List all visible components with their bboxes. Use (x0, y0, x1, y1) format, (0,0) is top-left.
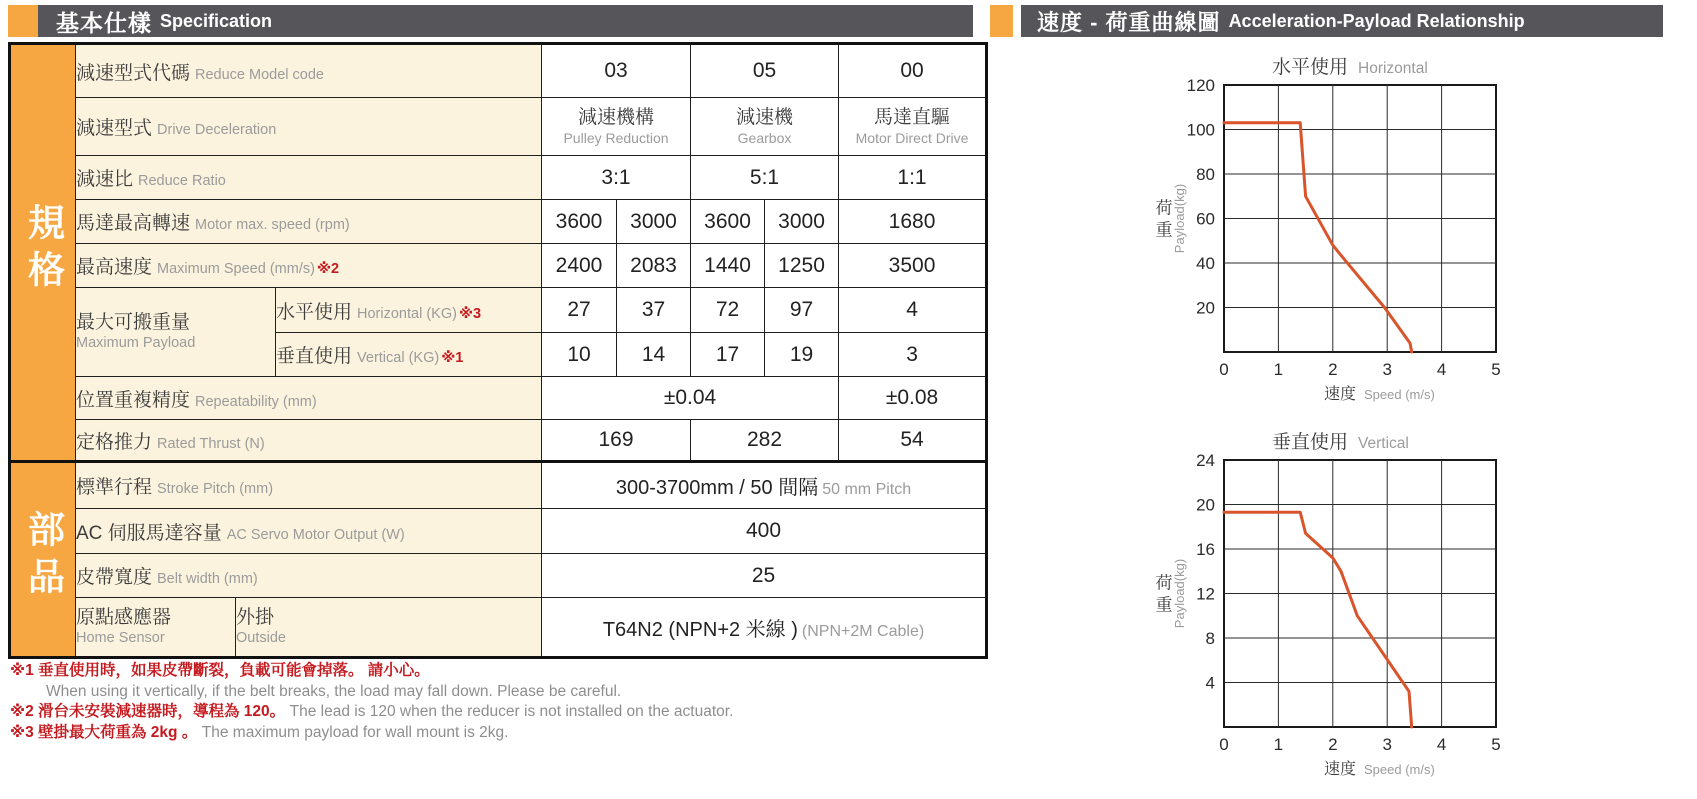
value-payload-h-3: 72 (691, 288, 765, 333)
value-stroke-pitch: 300-3700mm / 50 間隔 50 mm Pitch (542, 462, 987, 509)
svg-text:重: 重 (1155, 220, 1173, 240)
footnote-3: ※3 壁掛最大荷重為 2kg 。 The maximum payload for wall mount is 2kg. (10, 723, 509, 741)
row-rated-thrust (10, 420, 987, 462)
value-thrust-3: 54 (839, 420, 987, 462)
label-payload-horizontal: 水平使用 Horizontal (KG) ※3 (276, 288, 542, 333)
svg-text:3: 3 (1382, 735, 1392, 754)
svg-text:3: 3 (1382, 360, 1392, 379)
label-rated-thrust: 定格推力 Rated Thrust (N) (76, 420, 542, 462)
svg-text:24: 24 (1196, 451, 1215, 470)
label-max-speed: 最高速度 Maximum Speed (mm/s) ※2 (76, 244, 542, 288)
svg-text:Payload(kg): Payload(kg) (1172, 558, 1187, 629)
value-max-speed-1: 2400 (542, 244, 617, 288)
specification-table (8, 42, 988, 659)
value-payload-h-5: 4 (839, 288, 987, 333)
label-reduce-ratio: 減速比 Reduce Ratio (76, 156, 542, 200)
value-motor-speed-2: 3000 (617, 200, 691, 244)
charts-title-zh: 速度 - 荷重曲線圖 (1037, 9, 1221, 35)
label-repeatability: 位置重複精度 Repeatability (mm) (76, 377, 542, 420)
value-payload-v-3: 17 (691, 333, 765, 377)
value-motor-speed-4: 3000 (765, 200, 839, 244)
svg-text:水平使用: 水平使用 (1271, 57, 1348, 78)
section-label-spec-text: 規格 (22, 203, 64, 297)
svg-text:荷: 荷 (1155, 198, 1173, 218)
value-ratio-3: 1:1 (839, 156, 987, 200)
value-repeatability-2: ±0.08 (839, 377, 987, 420)
svg-text:4: 4 (1436, 360, 1447, 379)
svg-text:40: 40 (1196, 254, 1215, 273)
value-payload-h-1: 27 (542, 288, 617, 333)
svg-text:2: 2 (1328, 360, 1338, 379)
svg-text:1: 1 (1273, 360, 1284, 379)
value-payload-v-1: 10 (542, 333, 617, 377)
svg-text:8: 8 (1205, 629, 1215, 648)
label-sensor-mount: 外掛 Outside (236, 598, 542, 658)
label-belt-width: 皮帶寬度 Belt width (mm) (76, 554, 542, 598)
svg-text:60: 60 (1196, 209, 1215, 229)
row-belt-width (10, 554, 987, 598)
row-repeatability (10, 377, 987, 420)
svg-text:Horizontal: Horizontal (1358, 60, 1428, 77)
svg-text:垂直使用: 垂直使用 (1271, 432, 1348, 453)
svg-text:Payload(kg): Payload(kg) (1172, 183, 1187, 254)
footnote-2: ※2 滑台未安裝減速器時，導程為 120。 The lead is 120 when the reducer is not installed on the actuator. (10, 703, 734, 720)
charts-header-accent-chip (990, 5, 1013, 37)
section-label-parts (10, 462, 76, 658)
svg-text:重: 重 (1155, 595, 1173, 615)
svg-text:Speed (m/s): Speed (m/s) (1364, 387, 1435, 402)
svg-text:5: 5 (1491, 360, 1501, 379)
section-label-parts-text: 部品 (22, 510, 64, 604)
value-max-speed-2: 2083 (617, 244, 691, 288)
value-belt-width: 25 (542, 554, 987, 598)
value-thrust-2: 282 (691, 420, 839, 462)
spec-header-bar (38, 5, 973, 37)
svg-text:速度: 速度 (1323, 386, 1356, 403)
footnote-marker-2: ※2 (316, 261, 340, 277)
svg-text:12: 12 (1196, 584, 1215, 604)
value-motor-speed-5: 1680 (839, 200, 987, 244)
value-max-speed-4: 1250 (765, 244, 839, 288)
value-payload-v-2: 14 (617, 333, 691, 377)
value-payload-v-5: 3 (839, 333, 987, 377)
label-drive-type: 減速型式 Drive Deceleration (76, 98, 542, 156)
value-drive-type-3: 馬達直驅 Motor Direct Drive (839, 98, 987, 156)
svg-text:20: 20 (1196, 298, 1215, 318)
value-ratio-2: 5:1 (691, 156, 839, 200)
vertical-usage-chart-svg (1104, 424, 1524, 785)
row-payload-horizontal (10, 288, 987, 333)
svg-text:0: 0 (1219, 360, 1229, 379)
footnotes (10, 661, 985, 743)
value-max-speed-3: 1440 (691, 244, 765, 288)
svg-text:4: 4 (1436, 735, 1447, 754)
value-thrust-1: 169 (542, 420, 691, 462)
spec-title-en: Specification (160, 10, 273, 31)
value-drive-type-1: 減速機構 Pulley Reduction (542, 98, 691, 156)
label-servo-output: AC 伺服馬達容量 AC Servo Motor Output (W) (76, 509, 542, 554)
label-model-code: 減速型式代碼 Reduce Model code (76, 44, 542, 98)
svg-text:0: 0 (1219, 735, 1229, 754)
svg-text:20: 20 (1196, 495, 1215, 515)
charts-header-bar (1021, 5, 1663, 37)
value-motor-speed-3: 3600 (691, 200, 765, 244)
footnote-1-en: When using it vertically, if the belt breaks, the load may fall down. Please be careful. (46, 682, 622, 700)
svg-text:5: 5 (1491, 735, 1501, 754)
value-payload-h-4: 97 (765, 288, 839, 333)
footnote-1-red: ※1 垂直使用時，如果皮帶斷裂，負載可能會掉落。 請小心。 (10, 662, 430, 679)
row-servo-output (10, 509, 987, 554)
row-model-code (10, 44, 987, 98)
spec-header-accent-chip (8, 5, 38, 37)
value-max-speed-5: 3500 (839, 244, 987, 288)
row-stroke-pitch (10, 462, 987, 509)
svg-text:Vertical: Vertical (1358, 435, 1409, 452)
value-home-sensor: T64N2 (NPN+2 米線 ) (NPN+2M Cable) (542, 598, 987, 658)
footnote-marker-3: ※3 (458, 305, 482, 322)
svg-text:2: 2 (1328, 735, 1338, 754)
section-label-spec (10, 44, 76, 462)
row-max-speed (10, 244, 987, 288)
charts-title-en: Acceleration-Payload Relationship (1228, 10, 1525, 31)
svg-text:16: 16 (1196, 540, 1215, 559)
value-drive-type-2: 減速機 Gearbox (691, 98, 839, 156)
spec-title-zh: 基本仕樣 (56, 9, 152, 36)
label-stroke-pitch: 標準行程 Stroke Pitch (mm) (76, 462, 542, 509)
value-model-code-3: 00 (839, 44, 987, 98)
footnote-marker-1: ※1 (441, 350, 464, 366)
horizontal-usage-chart-svg (1104, 49, 1524, 410)
row-home-sensor (10, 598, 987, 658)
value-ratio-1: 3:1 (542, 156, 691, 200)
svg-text:1: 1 (1273, 735, 1284, 754)
value-model-code-1: 03 (542, 44, 691, 98)
value-motor-speed-1: 3600 (542, 200, 617, 244)
value-payload-v-4: 19 (765, 333, 839, 377)
row-reduce-ratio (10, 156, 987, 200)
svg-text:120: 120 (1186, 76, 1215, 95)
svg-text:80: 80 (1196, 165, 1215, 184)
value-repeatability-1: ±0.04 (542, 377, 839, 420)
label-payload-vertical: 垂直使用 Vertical (KG) ※1 (276, 333, 542, 377)
svg-text:荷: 荷 (1155, 573, 1173, 593)
label-max-payload: 最大可搬重量 Maximum Payload (76, 288, 276, 377)
value-servo-output: 400 (542, 509, 987, 554)
row-drive-type (10, 98, 987, 156)
svg-text:速度: 速度 (1323, 761, 1356, 778)
label-motor-speed: 馬達最高轉速 Motor max. speed (rpm) (76, 200, 542, 244)
row-motor-speed (10, 200, 987, 244)
svg-text:100: 100 (1186, 120, 1215, 140)
horizontal-usage-chart (1104, 49, 1524, 415)
vertical-usage-chart (1104, 424, 1524, 790)
value-payload-h-2: 37 (617, 288, 691, 333)
svg-text:Speed (m/s): Speed (m/s) (1364, 762, 1435, 777)
value-model-code-2: 05 (691, 44, 839, 98)
svg-text:4: 4 (1205, 673, 1215, 693)
label-home-sensor: 原點感應器 Home Sensor (76, 598, 236, 658)
